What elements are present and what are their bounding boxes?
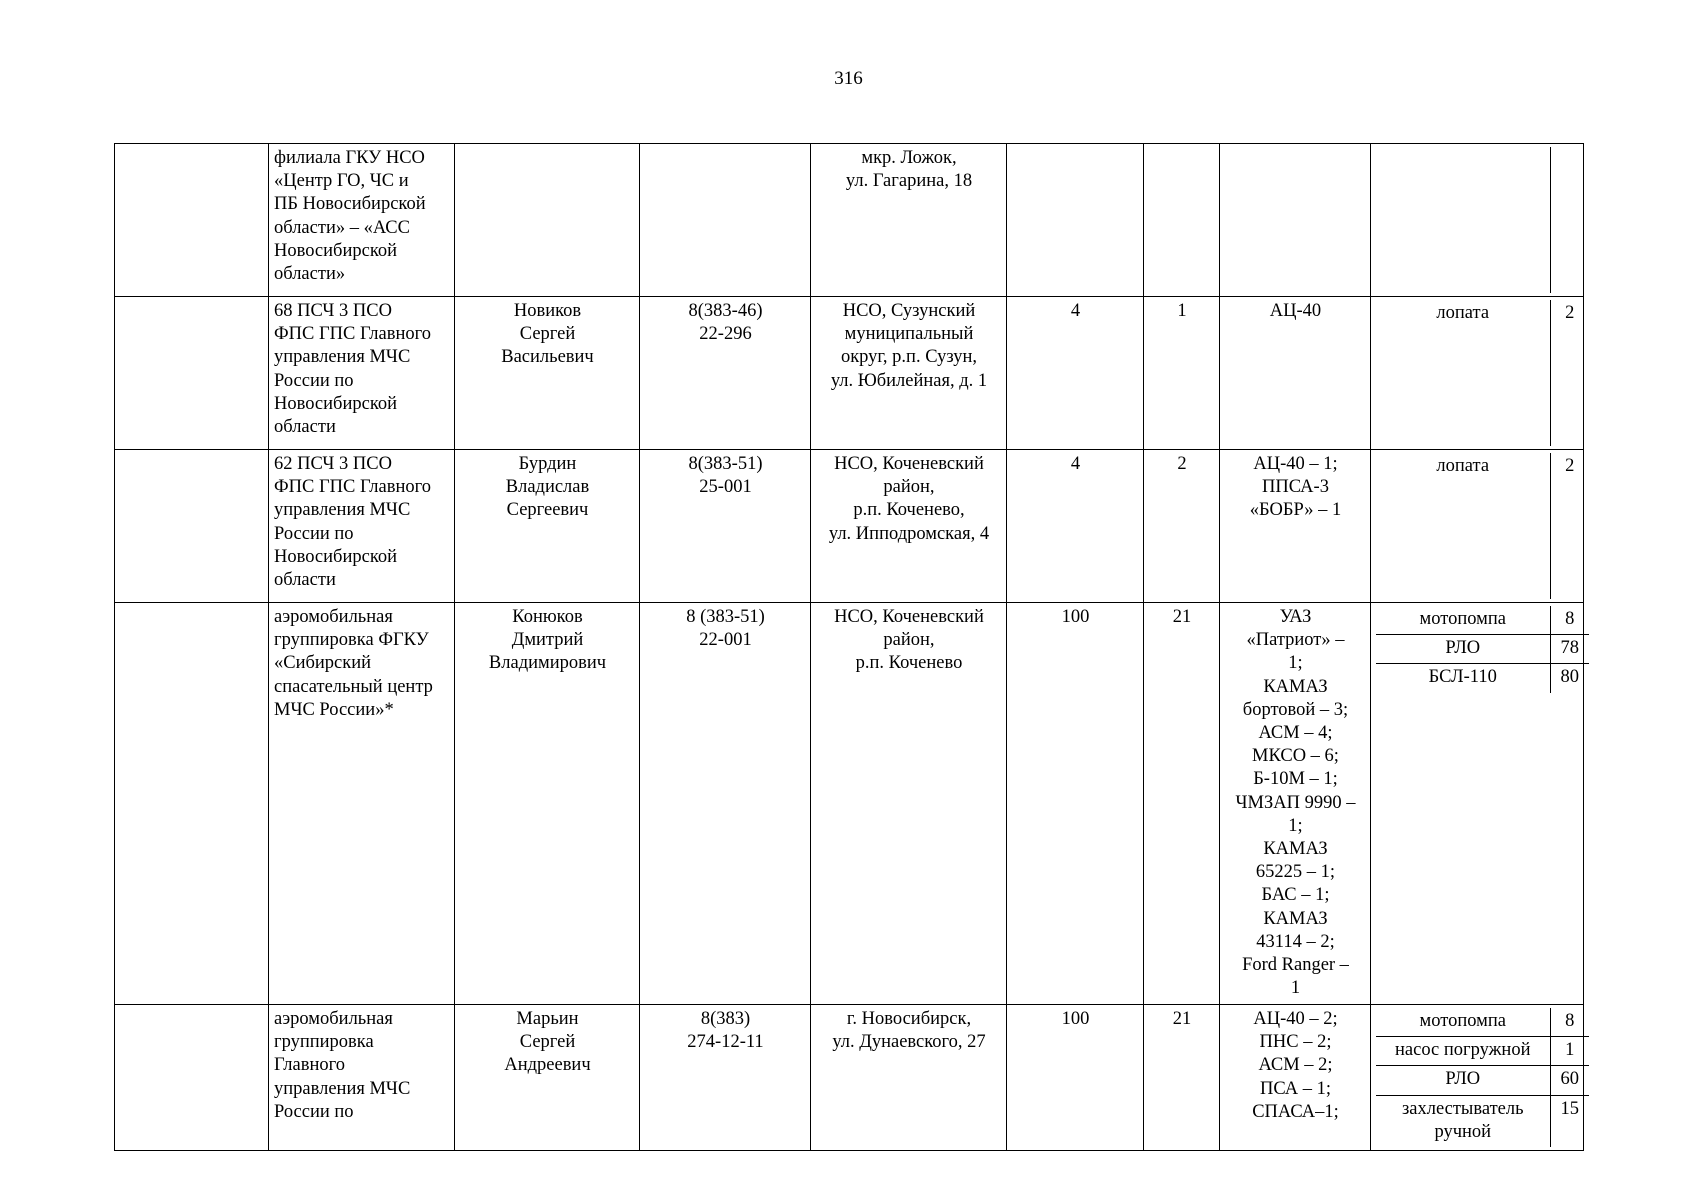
table-row — [115, 603, 1584, 1005]
empty-cell — [115, 144, 269, 297]
equipment-cell — [1371, 297, 1584, 450]
vehicles-cell — [1220, 144, 1371, 297]
empty-cell — [115, 1005, 269, 1151]
equipment-name: РЛО — [1376, 635, 1550, 664]
staff-count-cell: 4 — [1007, 450, 1144, 603]
equipment-item — [1376, 147, 1589, 293]
head-name-cell: Марьин Сергей Андреевич — [455, 1005, 640, 1151]
equipment-item — [1376, 1037, 1589, 1066]
equipment-name: мотопомпа — [1376, 1008, 1550, 1037]
empty-cell — [115, 450, 269, 603]
equipment-qty: 2 — [1565, 456, 1575, 476]
teams-count-cell — [1144, 144, 1220, 297]
equipment-name: захлестыватель ручной — [1376, 1095, 1550, 1147]
equipment-cell — [1371, 603, 1584, 1005]
staff-count-cell: 100 — [1007, 603, 1144, 1005]
staff-count-cell — [1007, 144, 1144, 297]
equipment-qty — [1550, 147, 1589, 293]
teams-count-cell: 1 — [1144, 297, 1220, 450]
table-row — [115, 144, 1584, 297]
head-name-cell — [455, 144, 640, 297]
equipment-qty: 1 — [1550, 1037, 1589, 1066]
equipment-name: лопата — [1376, 453, 1550, 599]
equipment-list — [1376, 1008, 1589, 1147]
phone-cell: 8 (383-51) 22-001 — [640, 603, 811, 1005]
equipment-name: БСЛ-110 — [1376, 664, 1550, 693]
equipment-cell — [1371, 1005, 1584, 1151]
teams-count-cell: 21 — [1144, 1005, 1220, 1151]
equipment-qty: 8 — [1550, 606, 1589, 635]
equipment-item — [1376, 1066, 1589, 1095]
equipment-item — [1376, 635, 1589, 664]
equipment-cell — [1371, 144, 1584, 297]
staff-count-cell: 4 — [1007, 297, 1144, 450]
head-name-cell: Конюков Дмитрий Владимирович — [455, 603, 640, 1005]
organization-cell: 62 ПСЧ 3 ПСО ФПС ГПС Главного управления МЧС России по Новосибирской области — [269, 450, 455, 603]
page-number: 316 — [834, 68, 863, 89]
equipment-qty: 60 — [1550, 1066, 1589, 1095]
organization-cell: аэромобильная группировка Главного управления МЧС России по — [269, 1005, 455, 1151]
equipment-qty: 8 — [1550, 1008, 1589, 1037]
phone-cell: 8(383-46) 22-296 — [640, 297, 811, 450]
equipment-item — [1376, 1008, 1589, 1037]
address-cell: НСО, Коченевский район, р.п. Коченево — [811, 603, 1007, 1005]
organization-cell: филиала ГКУ НСО «Центр ГО, ЧС и ПБ Новосибирской области» – «АСС Новосибирской области» — [269, 144, 455, 297]
equipment-list — [1376, 606, 1589, 693]
phone-cell: 8(383) 274-12-11 — [640, 1005, 811, 1151]
equipment-list — [1376, 453, 1589, 599]
equipment-list — [1376, 300, 1589, 446]
phone-cell — [640, 144, 811, 297]
staff-count-cell: 100 — [1007, 1005, 1144, 1151]
equipment-item — [1376, 453, 1589, 599]
equipment-name: РЛО — [1376, 1066, 1550, 1095]
equipment-qty: 2 — [1565, 303, 1575, 323]
empty-cell — [115, 297, 269, 450]
head-name-cell: Новиков Сергей Васильевич — [455, 297, 640, 450]
equipment-qty: 78 — [1550, 635, 1589, 664]
head-name-cell: Бурдин Владислав Сергеевич — [455, 450, 640, 603]
vehicles-cell: АЦ-40 – 1; ППСА-3 «БОБР» – 1 — [1220, 450, 1371, 603]
equipment-item — [1376, 664, 1589, 693]
address-cell: мкр. Ложок, ул. Гагарина, 18 — [811, 144, 1007, 297]
equipment-list — [1376, 147, 1589, 293]
equipment-item — [1376, 606, 1589, 635]
address-cell: г. Новосибирск, ул. Дунаевского, 27 — [811, 1005, 1007, 1151]
address-cell: НСО, Коченевский район, р.п. Коченево, ул. Ипподромская, 4 — [811, 450, 1007, 603]
equipment-item — [1376, 1095, 1589, 1147]
organization-cell: аэромобильная группировка ФГКУ «Сибирский спасательный центр МЧС России»* — [269, 603, 455, 1005]
equipment-qty: 15 — [1560, 1098, 1579, 1119]
teams-count-cell: 21 — [1144, 603, 1220, 1005]
equipment-name: мотопомпа — [1376, 606, 1550, 635]
vehicles-cell: УАЗ «Патриот» – 1; КАМАЗ бортовой – 3; АСМ – 4; МКСО – 6; Б-10М – 1; ЧМЗАП 9990 – 1; КАМАЗ 65225 – 1; БАС – 1; КАМАЗ 43114 – 2; Ford Ranger – 1 — [1220, 603, 1371, 1005]
table-row — [115, 1005, 1584, 1151]
vehicles-cell: АЦ-40 – 2; ПНС – 2; АСМ – 2; ПСА – 1; СПАСА–1; — [1220, 1005, 1371, 1151]
teams-count-cell: 2 — [1144, 450, 1220, 603]
phone-cell: 8(383-51) 25-001 — [640, 450, 811, 603]
empty-cell — [115, 603, 269, 1005]
equipment-qty: 80 — [1560, 667, 1579, 688]
resources-table — [114, 143, 1584, 1151]
equipment-name: лопата — [1376, 300, 1550, 446]
table-row — [115, 450, 1584, 603]
address-cell: НСО, Сузунский муниципальный округ, р.п. Сузун, ул. Юбилейная, д. 1 — [811, 297, 1007, 450]
vehicles-cell: АЦ-40 — [1220, 297, 1371, 450]
table-row — [115, 297, 1584, 450]
equipment-name: насос погружной — [1376, 1037, 1550, 1066]
equipment-name — [1376, 147, 1550, 293]
organization-cell: 68 ПСЧ 3 ПСО ФПС ГПС Главного управления МЧС России по Новосибирской области — [269, 297, 455, 450]
equipment-cell — [1371, 450, 1584, 603]
equipment-item — [1376, 300, 1589, 446]
